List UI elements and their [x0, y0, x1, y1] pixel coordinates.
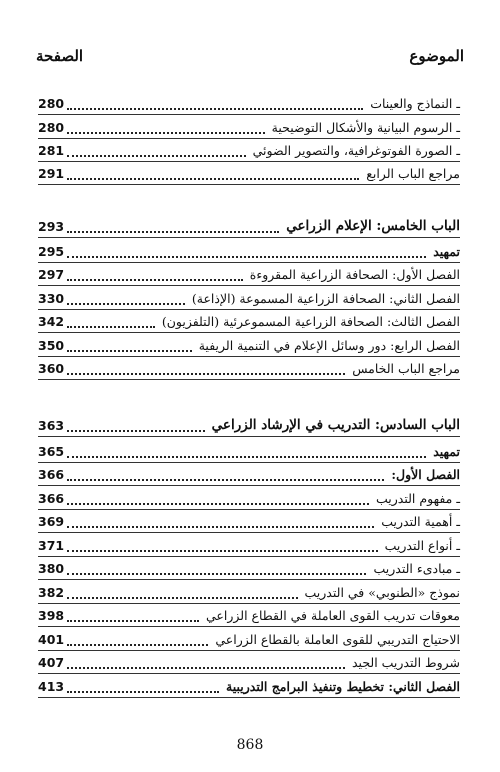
entry-title: الفصل الأول: [391, 466, 460, 482]
entry-title: الفصل الثاني: الصحافة الزراعية المسموعة (الإذاعة) [191, 290, 460, 306]
part-title: الباب السادس: التدريب في الإرشاد الزراعي [211, 417, 460, 433]
entry-page: 360 [38, 360, 65, 376]
toc-entry [38, 440, 460, 463]
dot-leader [67, 120, 265, 134]
entry-page: 365 [38, 443, 65, 459]
entry-page: 280 [38, 95, 65, 111]
dot-leader [67, 219, 279, 233]
entry-page: 280 [38, 119, 65, 135]
entry-title: الفصل الثالث: الصحافة الزراعية المسموعرئية (التلفزيون) [161, 313, 460, 329]
dot-leader [67, 655, 345, 669]
entry-page: 371 [38, 537, 65, 553]
toc-entry [38, 287, 460, 310]
page-number: 868 [236, 737, 264, 753]
entry-page: 281 [38, 142, 65, 158]
entry-title: شروط التدريب الجيد [351, 654, 460, 670]
toc-entry [38, 240, 460, 263]
dot-leader [67, 418, 205, 432]
dot-leader [67, 143, 246, 157]
entry-title: الاحتياج التدريبي للقوى العاملة بالقطاع الزراعي [215, 631, 460, 647]
entry-page: 350 [38, 337, 65, 353]
dot-leader [67, 538, 378, 552]
toc-entry [38, 263, 460, 286]
entry-page: 297 [38, 266, 65, 282]
dot-leader [67, 467, 384, 481]
dot-leader [67, 632, 208, 646]
entry-title: ـ مبادىء التدريب [373, 560, 460, 576]
entry-title: ـ مفهوم التدريب [376, 490, 460, 506]
dot-leader [67, 608, 199, 622]
entry-title: ـ الصورة الفوتوغرافية، والتصوير الضوئي [252, 142, 460, 158]
toc-entry [38, 675, 460, 698]
dot-leader [67, 96, 363, 110]
toc-entry [38, 357, 460, 380]
entry-title: نموذج «الطنوبي» في التدريب [304, 584, 460, 600]
entry-title: الفصل الأول: الصحافة الزراعية المقروءة [249, 266, 460, 282]
toc-entry [38, 534, 460, 557]
entry-page: 366 [38, 466, 65, 482]
entry-page: 291 [38, 165, 65, 181]
entry-page: 407 [38, 654, 65, 670]
toc-header [36, 44, 464, 68]
toc-entry [38, 310, 460, 333]
entry-title: ـ النماذج والعينات [370, 95, 460, 111]
toc-entry [38, 628, 460, 651]
entry-page: 401 [38, 631, 65, 647]
entry-title: ـ الرسوم البيانية والأشكال التوضيحية [271, 119, 460, 135]
dot-leader [67, 561, 366, 575]
dot-leader [67, 361, 345, 375]
toc-entry [38, 334, 460, 357]
dot-leader [67, 514, 374, 528]
entry-title: معوقات تدريب القوى العاملة في القطاع الزراعي [206, 607, 460, 623]
toc-entry [38, 487, 460, 510]
dot-leader [67, 244, 426, 258]
toc-entry [38, 581, 460, 604]
entry-page: 366 [38, 490, 65, 506]
toc-entry [38, 604, 460, 627]
entry-title: الفصل الرابع: دور وسائل الإعلام في التنمية الريفية [198, 337, 460, 353]
entry-page: 293 [38, 218, 65, 234]
page-column-label: الصفحة [36, 47, 84, 65]
toc-entry [38, 557, 460, 580]
entry-title: مراجع الباب الرابع [366, 165, 460, 181]
entry-title: مراجع الباب الخامس [352, 360, 460, 376]
entry-title: الفصل الثاني: تخطيط وتنفيذ البرامج التدريبية [226, 678, 460, 694]
toc-entry [38, 139, 460, 162]
dot-leader [67, 491, 369, 505]
dot-leader [67, 314, 155, 328]
entry-page: 398 [38, 607, 65, 623]
entry-page: 413 [38, 678, 65, 694]
toc-entry [38, 463, 460, 486]
subject-column-label: الموضوع [409, 47, 464, 65]
entry-page: 363 [38, 417, 65, 433]
toc-entry [38, 651, 460, 674]
toc-part-entry [38, 215, 460, 238]
dot-leader [67, 338, 192, 352]
dot-leader [67, 267, 243, 281]
dot-leader [67, 166, 359, 180]
entry-title: تمهيد [433, 443, 460, 459]
entry-title: تمهيد [433, 243, 460, 259]
toc-entry [38, 510, 460, 533]
entry-title: ـ أنواع التدريب [384, 537, 460, 553]
toc-part-entry [38, 414, 460, 437]
part-title: الباب الخامس: الإعلام الزراعي [286, 218, 460, 234]
dot-leader [67, 679, 219, 693]
entry-page: 380 [38, 560, 65, 576]
entry-page: 330 [38, 290, 65, 306]
entry-page: 342 [38, 313, 65, 329]
toc-entry [38, 116, 460, 139]
dot-leader [67, 444, 426, 458]
toc-entry [38, 92, 460, 115]
dot-leader [67, 585, 297, 599]
toc-entry [38, 162, 460, 185]
entry-title: ـ أهمية التدريب [381, 513, 460, 529]
entry-page: 382 [38, 584, 65, 600]
entry-page: 295 [38, 243, 65, 259]
entry-page: 369 [38, 513, 65, 529]
dot-leader [67, 291, 185, 305]
